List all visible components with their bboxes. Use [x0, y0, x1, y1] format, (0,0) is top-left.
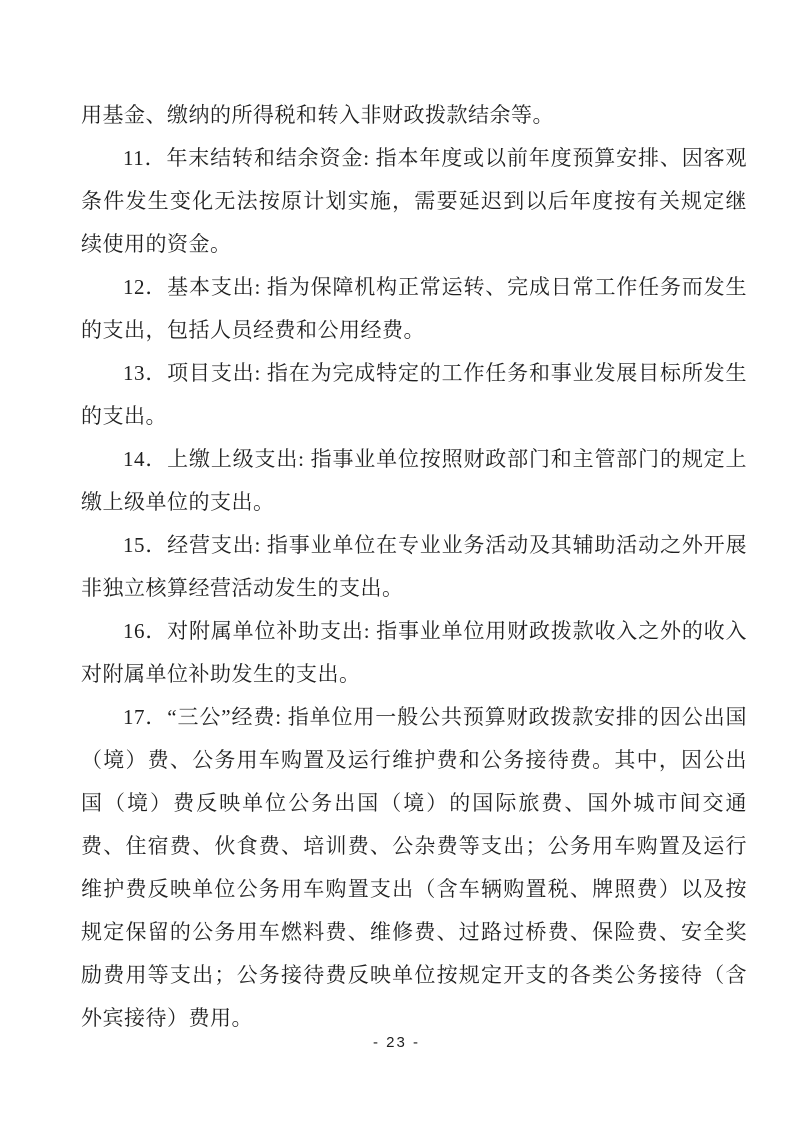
paragraph-item-13: 13．项目支出: 指在为完成特定的工作任务和事业发展目标所发生的支出。: [81, 361, 747, 428]
paragraph-item-11: 11．年末结转和结余资金: 指本年度或以前年度预算安排、因客观条件发生变化无法按原计划实施，需要延迟到以后年度按有关规定继续使用的资金。: [81, 146, 747, 256]
document-body: [81, 94, 747, 1040]
paragraph-item-14: 14．上缴上级支出: 指事业单位按照财政部门和主管部门的规定上缴上级单位的支出。: [81, 447, 747, 514]
paragraph-item-17: 17．“三公”经费: 指单位用一般公共预算财政拨款安排的因公出国（境）费、公务用车购置及运行维护费和公务接待费。其中，因公出国（境）费反映单位公务出国（境）的国际旅费、国外城市间交通费、住宿费、伙食费、培训费、公杂费等支出；公务用车购置及运行维护费反映单位公务用车购置支出（含车辆购置税、牌照费）以及按规定保留的公务用车燃料费、维修费、过路过桥费、保险费、安全奖励费用等支出；公务接待费反映单位按规定开支的各类公务接待（含外宾接待）费用。: [81, 705, 747, 1030]
paragraph-item-16: 16．对附属单位补助支出: 指事业单位用财政拨款收入之外的收入对附属单位补助发生的支出。: [81, 619, 747, 686]
paragraph-continuation: 用基金、缴纳的所得税和转入非财政拨款结余等。: [81, 103, 554, 127]
paragraph-item-15: 15．经营支出: 指事业单位在专业业务活动及其辅助活动之外开展非独立核算经营活动发生的支出。: [81, 533, 747, 600]
paragraph-item-12: 12．基本支出: 指为保障机构正常运转、完成日常工作任务而发生的支出，包括人员经费和公用经费。: [81, 275, 747, 342]
page-number: - 23 -: [372, 1034, 420, 1051]
